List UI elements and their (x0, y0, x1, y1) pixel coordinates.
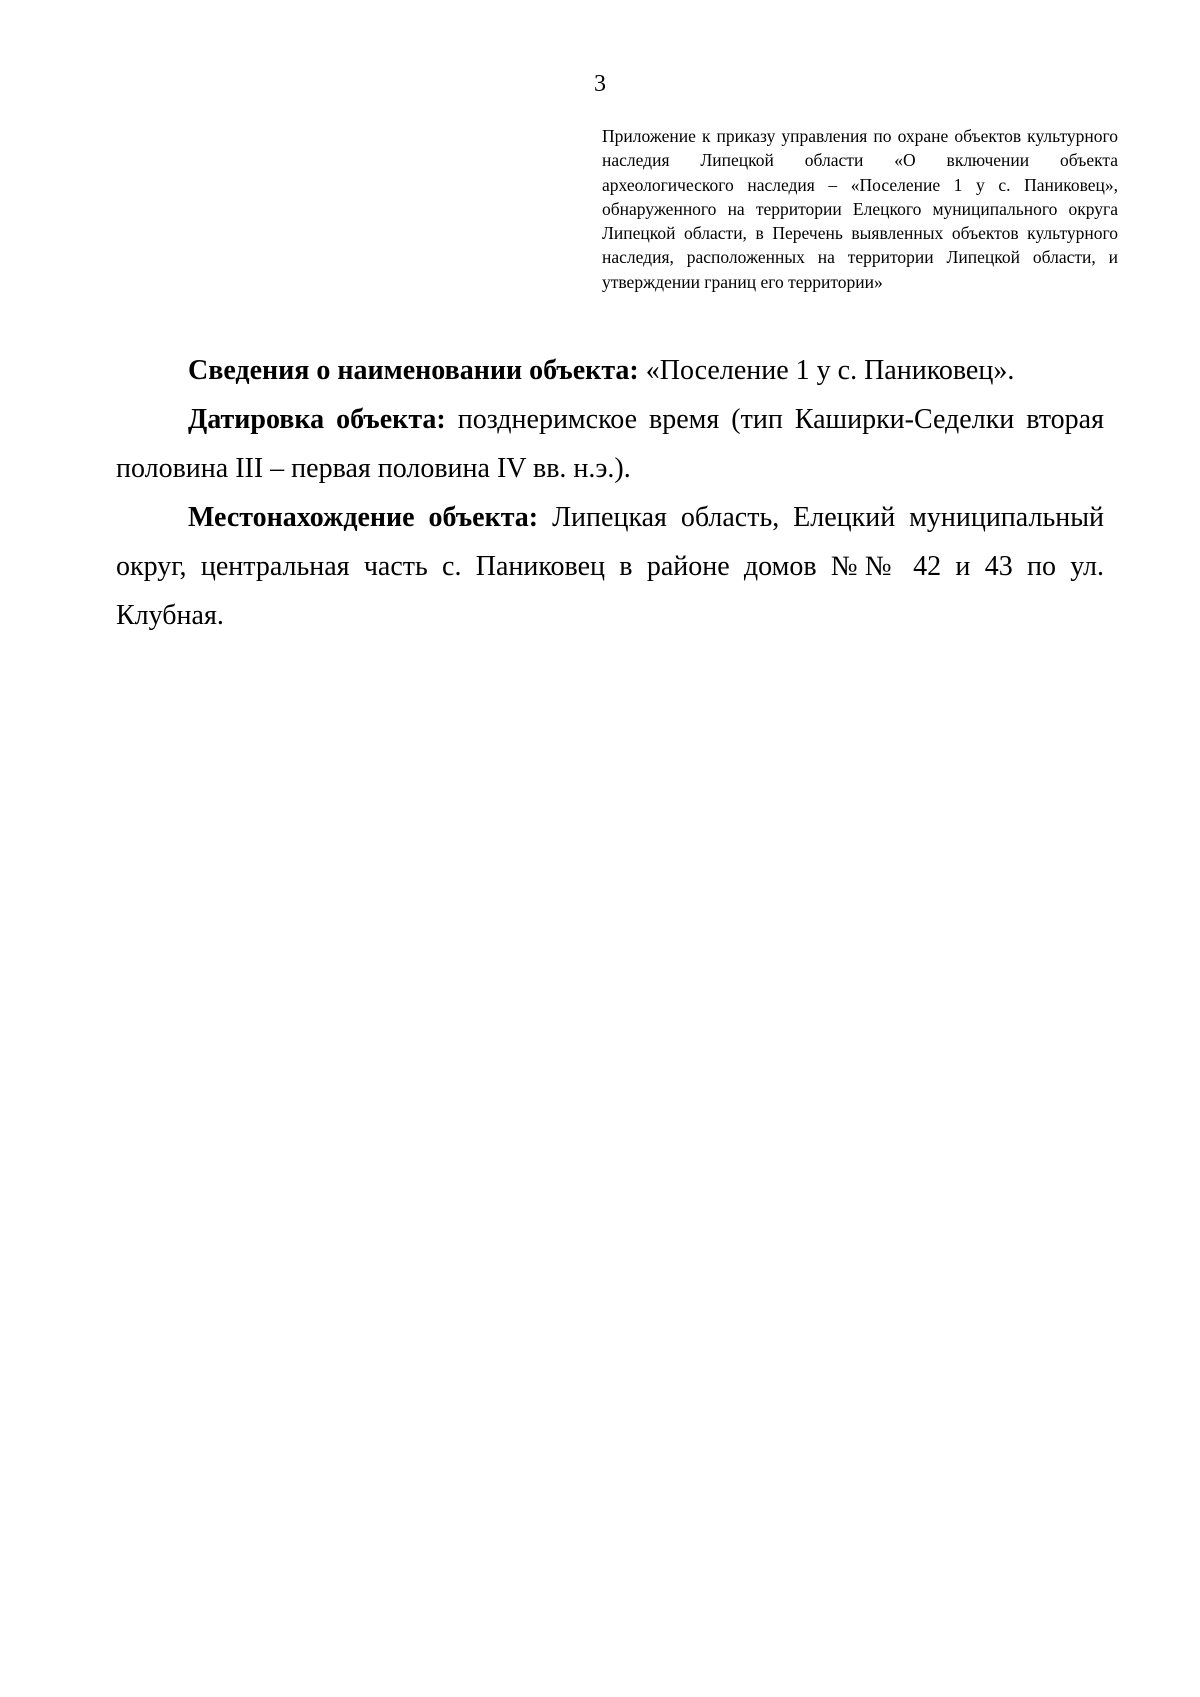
page-number: 3 (594, 71, 606, 97)
object-location-label: Местонахождение объекта: (188, 502, 539, 533)
object-name-value: «Поселение 1 у с. Паниковец». (638, 355, 1015, 386)
object-name-label: Сведения о наименовании объекта: (188, 355, 639, 386)
object-location-paragraph (116, 493, 1104, 640)
appendix-note: Приложение к приказу управления по охране объектов культурного наследия Липецкой области «О включении объекта археологического наследия – «Поселение 1 у с. Паниковец», обнаруженного на территории Елецкого муниципального округа Липецкой области, в Перечень выявленных объектов культурного наследия, расположенных на территории Липецкой области, и утверждении границ его территории» (602, 126, 1118, 292)
object-name-paragraph (116, 346, 1104, 395)
object-dating-label: Датировка объекта: (188, 404, 446, 435)
object-dating-value: позднеримское время (тип Каширки-Седелки вторая половина III – первая половина IV вв. н.э.). (116, 404, 1104, 484)
object-location-value: Липецкая область, Елецкий муниципальный округ, центральная часть с. Паниковец в районе домов №№ 42 и 43 по ул. Клубная. (116, 502, 1104, 631)
object-dating-paragraph (116, 395, 1104, 493)
document-body (116, 346, 1104, 640)
